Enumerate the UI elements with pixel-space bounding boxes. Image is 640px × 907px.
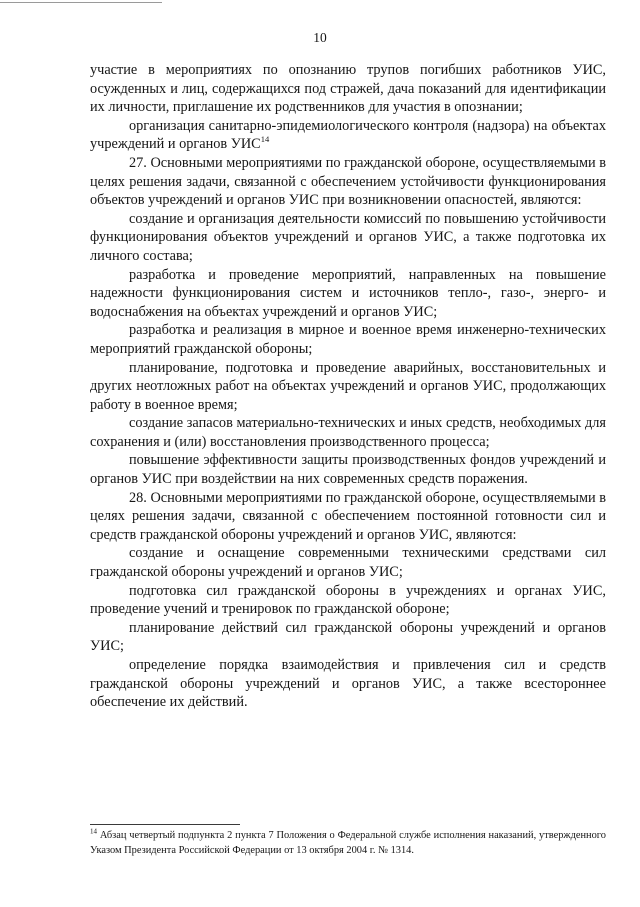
paragraph — [90, 582, 606, 619]
paragraph-text: 27. Основными мероприятиями по гражданской обороне, осуществляемыми в целях решения задачи, связанной с обеспечением устойчивости функционирования объектов учреждений и органов УИС при возникновении опасностей, являются: — [90, 154, 606, 209]
paragraph — [90, 619, 606, 656]
paragraph-text: планирование действий сил гражданской обороны учреждений и органов УИС; — [90, 619, 606, 655]
paragraph-text: создание и оснащение современными техническими средствами сил гражданской обороны учреждений и органов УИС; — [90, 545, 606, 581]
footnote-marker: 14 — [90, 827, 97, 836]
footnote-separator — [90, 824, 240, 825]
paragraph-text: организация санитарно-эпидемиологического контроля (надзора) на объектах учреждений и органов УИС — [90, 117, 606, 153]
paragraph — [90, 359, 606, 415]
paragraph — [90, 414, 606, 451]
paragraph — [90, 210, 606, 266]
paragraph — [90, 321, 606, 358]
paragraph — [90, 544, 606, 581]
paragraph-text: планирование, подготовка и проведение аварийных, восстановительных и других неотложных работ на объектах учреждений и органов УИС, продолжающих работу в военное время; — [90, 359, 606, 413]
paragraph — [90, 451, 606, 488]
footnote — [90, 829, 606, 858]
paragraph-text: подготовка сил гражданской обороны в учреждениях и органах УИС, проведение учений и тренировок по гражданской обороне; — [90, 582, 606, 618]
paragraph — [90, 61, 606, 117]
paragraph-text: участие в мероприятиях по опознанию трупов погибших работников УИС, осужденных и лиц, содержащихся под стражей, дача показаний для идентификации их личности, приглашение их родственников для участия в опознании; — [90, 62, 606, 116]
paragraph — [90, 266, 606, 322]
document-body — [90, 61, 606, 712]
scan-edge-line — [0, 2, 162, 3]
paragraph-text: создание и организация деятельности комиссий по повышению устойчивости функционирования объектов учреждений и органов УИС, а также подготовка их личного состава; — [90, 210, 606, 264]
paragraph-text: 28. Основными мероприятиями по гражданской обороне, осуществляемыми в целях решения задачи, связанной с обеспечением постоянной готовности сил и средств гражданской обороны учреждений и органов УИС, являются: — [90, 489, 606, 543]
paragraph — [90, 656, 606, 712]
paragraph-text: повышение эффективности защиты производственных фондов учреждений и органов УИС при воздействии на них современных средств поражения. — [90, 452, 606, 488]
paragraph-text: создание запасов материально-технических и иных средств, необходимых для сохранения и (или) восстановления производственного процесса; — [90, 415, 606, 450]
paragraph-text: определение порядка взаимодействия и привлечения сил и средств гражданской обороны учреждений и органов УИС, а также всестороннее обеспечение их действий. — [90, 657, 606, 711]
section-paragraph-27 — [90, 154, 606, 210]
footnote-text: Абзац четвертый подпункта 2 пункта 7 Положения о Федеральной службе исполнения наказаний, утвержденного Указом Президента Российской Федерации от 13 октября 2004 г. № 1314. — [90, 830, 606, 856]
footnote-reference: 14 — [260, 134, 270, 145]
page-number: 10 — [313, 30, 327, 45]
paragraph-text: разработка и реализация в мирное и военное время инженерно-технических мероприятий гражданской обороны; — [90, 322, 606, 357]
section-paragraph-28 — [90, 489, 606, 545]
paragraph-text: разработка и проведение мероприятий, направленных на повышение надежности функционирования систем и источников тепло-, газо-, энерго- и водоснабжения на объектах учреждений и органов УИС; — [90, 266, 606, 320]
paragraph — [90, 117, 606, 154]
